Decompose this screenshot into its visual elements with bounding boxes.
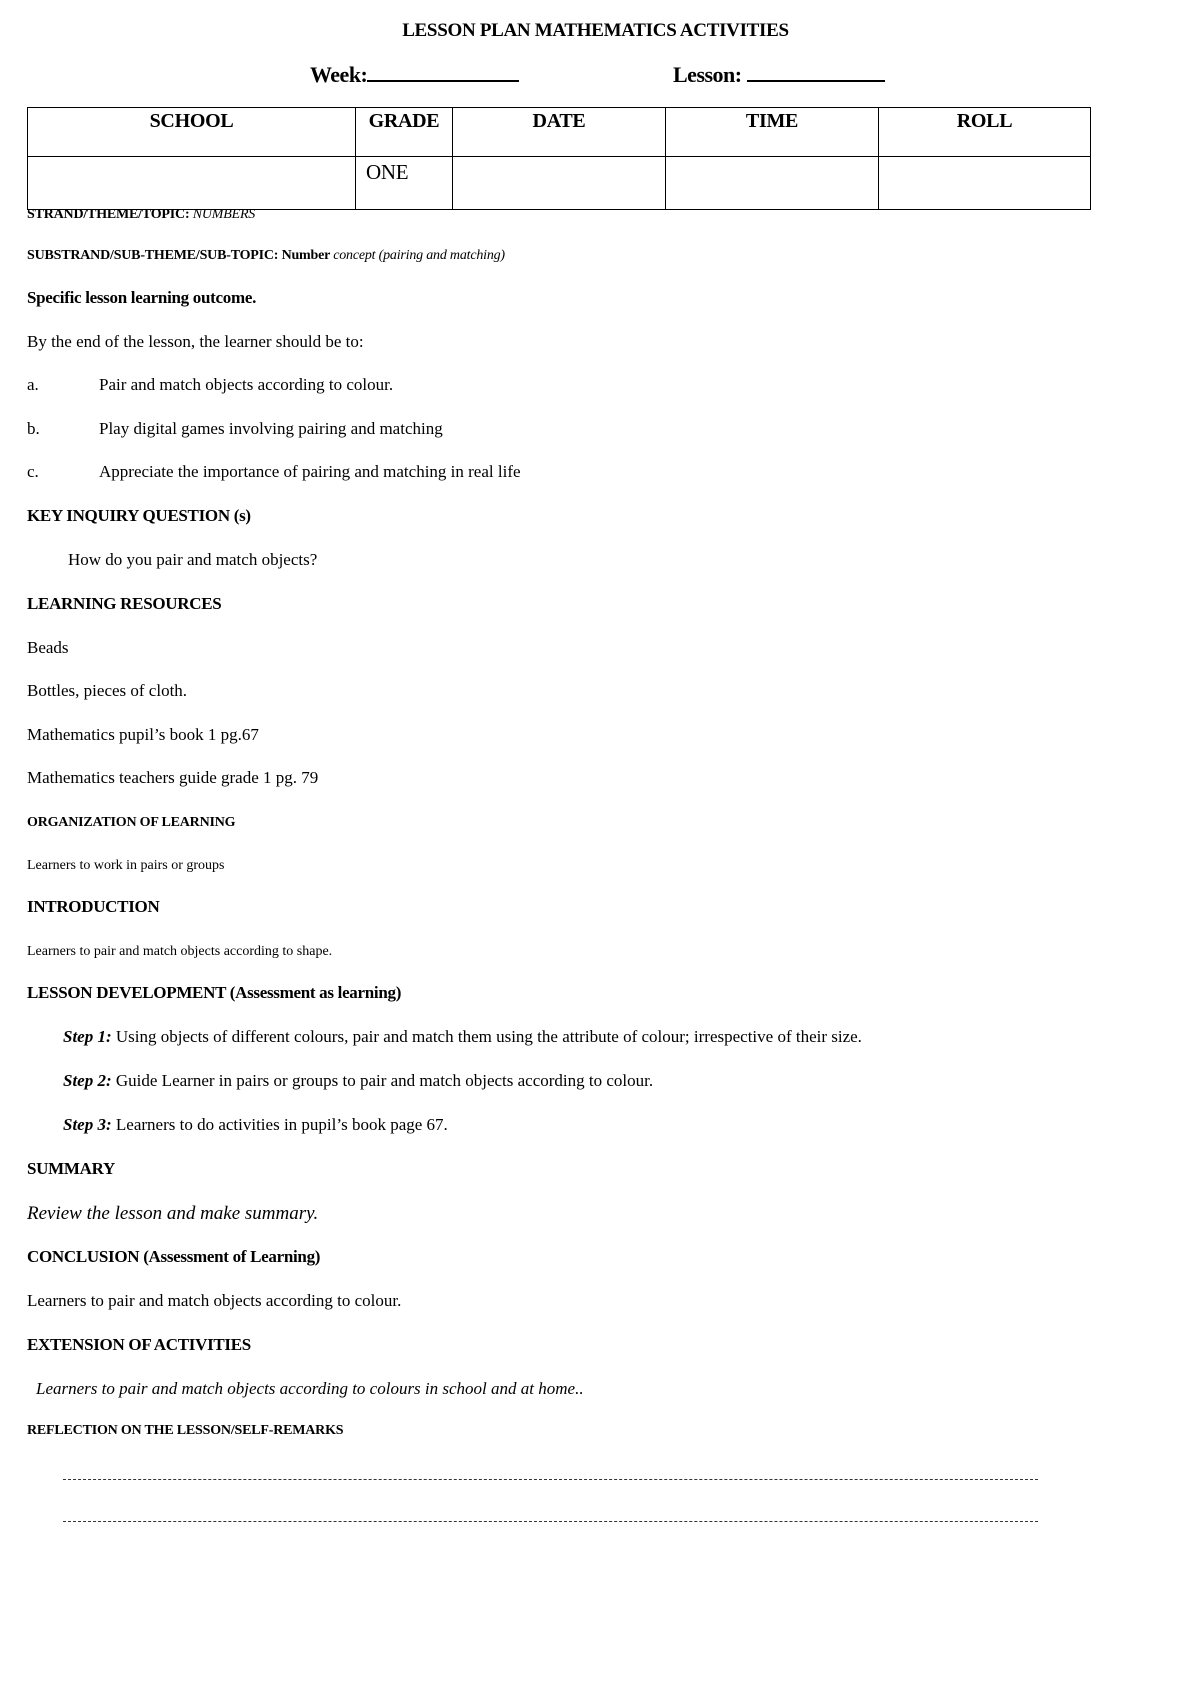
reflection-line-1[interactable] — [63, 1479, 1038, 1480]
introduction-text: Learners to pair and match objects according to shape. — [27, 944, 333, 959]
cell-grade[interactable]: ONE — [356, 157, 453, 210]
substrand-detail: concept (pairing and matching) — [333, 248, 505, 263]
outcome-text: Pair and match objects according to colour. — [99, 375, 394, 394]
substrand-value: Number — [281, 248, 330, 263]
resource-item: Mathematics pupil’s book 1 pg.67 — [27, 725, 259, 744]
reflection-line-2[interactable] — [63, 1521, 1038, 1522]
col-school: SCHOOL — [28, 108, 356, 157]
inquiry-question: How do you pair and match objects? — [68, 550, 318, 569]
development-heading: LESSON DEVELOPMENT (Assessment as learning) — [27, 983, 402, 1002]
resource-item: Beads — [27, 638, 69, 657]
cell-roll[interactable] — [879, 157, 1091, 210]
outcome-item — [27, 375, 393, 395]
step-label: Step 1: — [63, 1027, 112, 1046]
conclusion-text: Learners to pair and match objects according to colour. — [27, 1291, 402, 1310]
resource-item: Mathematics teachers guide grade 1 pg. 79 — [27, 768, 319, 787]
summary-text: Review the lesson and make summary. — [27, 1203, 319, 1224]
conclusion-heading: CONCLUSION (Assessment of Learning) — [27, 1247, 321, 1266]
info-table — [27, 107, 1091, 210]
outcomes-heading: Specific lesson learning outcome. — [27, 288, 257, 307]
outcomes-intro: By the end of the lesson, the learner should be to: — [27, 332, 364, 351]
resource-item: Bottles, pieces of cloth. — [27, 681, 188, 700]
lesson-field — [673, 62, 885, 88]
page-title: LESSON PLAN MATHEMATICS ACTIVITIES — [402, 20, 789, 41]
lesson-label: Lesson: — [673, 62, 742, 87]
col-grade: GRADE — [356, 108, 453, 157]
lesson-blank[interactable] — [747, 62, 885, 82]
outcome-text: Play digital games involving pairing and matching — [99, 419, 443, 438]
inquiry-heading: KEY INQUIRY QUESTION (s) — [27, 506, 251, 525]
week-label: Week: — [310, 62, 368, 87]
col-date: DATE — [453, 108, 666, 157]
organization-text: Learners to work in pairs or groups — [27, 858, 225, 873]
col-time: TIME — [666, 108, 879, 157]
week-field — [310, 62, 519, 88]
strand-value: NUMBERS — [192, 207, 256, 222]
step-text: Learners to do activities in pupil’s book page 67. — [115, 1115, 448, 1134]
step-text: Guide Learner in pairs or groups to pair and match objects according to colour. — [115, 1071, 654, 1090]
info-table-header — [28, 108, 1091, 157]
cell-time[interactable] — [666, 157, 879, 210]
outcome-item — [27, 462, 521, 482]
step-label: Step 3: — [63, 1115, 112, 1134]
step-label: Step 2: — [63, 1071, 112, 1090]
extension-text: Learners to pair and match objects according to colours in school and at home.. — [36, 1379, 584, 1398]
substrand-label: SUBSTRAND/SUB-THEME/SUB-TOPIC: — [27, 248, 279, 263]
step-item — [63, 1071, 653, 1091]
outcome-marker: b. — [27, 419, 40, 438]
summary-heading: SUMMARY — [27, 1159, 115, 1178]
outcome-item — [27, 419, 443, 439]
col-roll: ROLL — [879, 108, 1091, 157]
resources-heading: LEARNING RESOURCES — [27, 594, 222, 613]
outcome-marker: a. — [27, 375, 39, 394]
organization-heading: ORGANIZATION OF LEARNING — [27, 815, 236, 830]
step-text: Using objects of different colours, pair and match them using the attribute of colour; irrespective of their size. — [115, 1027, 862, 1046]
cell-school[interactable] — [28, 157, 356, 210]
introduction-heading: INTRODUCTION — [27, 897, 160, 916]
outcome-text: Appreciate the importance of pairing and matching in real life — [99, 462, 521, 481]
cell-date[interactable] — [453, 157, 666, 210]
reflection-heading: REFLECTION ON THE LESSON/SELF-REMARKS — [27, 1423, 344, 1438]
info-table-row — [28, 157, 1091, 210]
step-item — [63, 1115, 448, 1135]
strand-label: STRAND/THEME/TOPIC: — [27, 207, 190, 222]
substrand-line — [27, 248, 505, 264]
extension-heading: EXTENSION OF ACTIVITIES — [27, 1335, 251, 1354]
outcome-marker: c. — [27, 462, 39, 481]
strand-line — [27, 207, 255, 223]
week-blank[interactable] — [367, 62, 519, 82]
step-item — [63, 1027, 862, 1047]
